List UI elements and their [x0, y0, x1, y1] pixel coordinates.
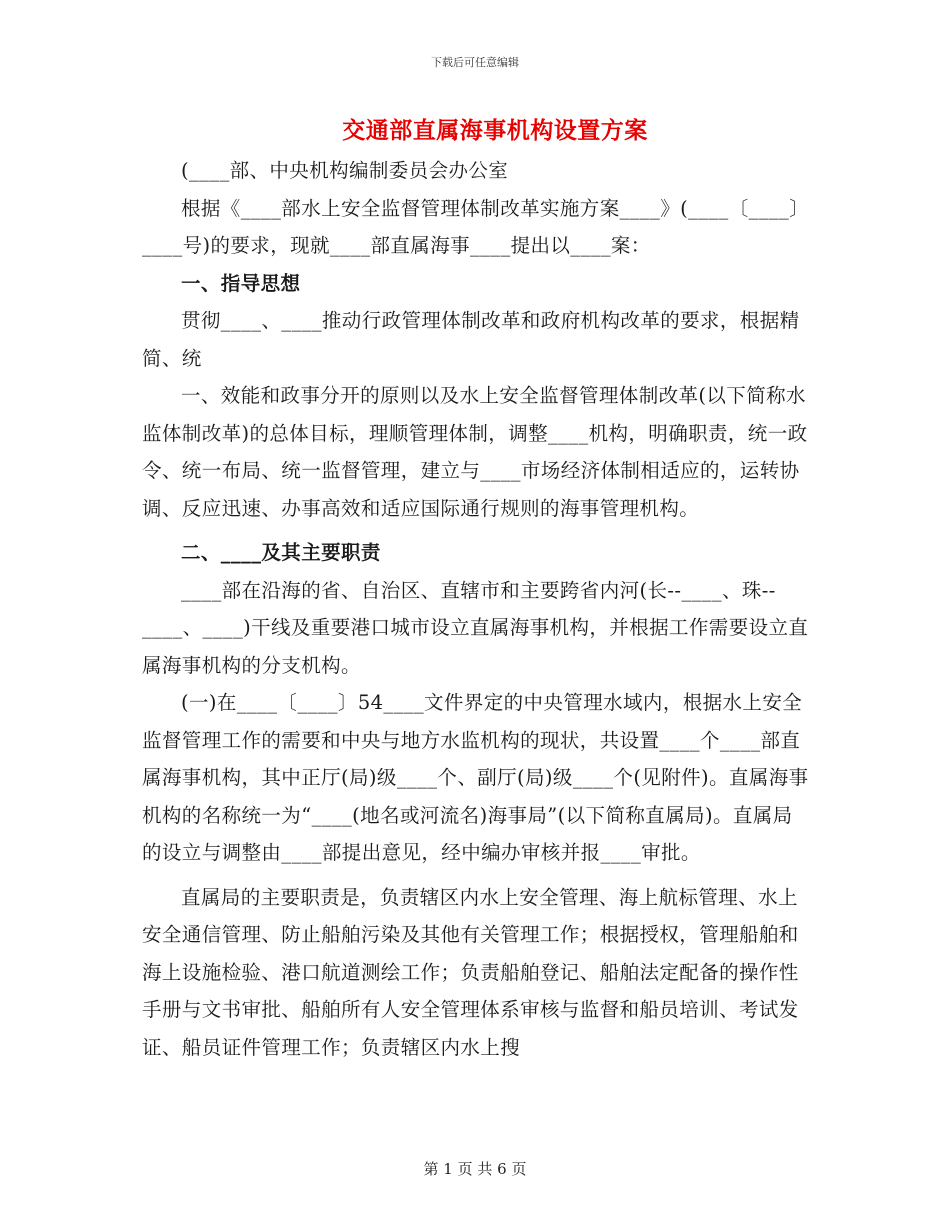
section-heading-duties: 二、____及其主要职责	[181, 541, 381, 564]
page-footer: 第 1 页 共 6 页	[423, 1160, 527, 1178]
section-heading-guiding-ideology: 一、指导思想	[181, 271, 301, 295]
paragraph-issuer: (____部、中央机构编制委员会办公室	[181, 159, 509, 182]
document-body	[142, 152, 810, 1066]
header-note: 下载后可任意编辑	[431, 56, 519, 69]
paragraph-duties-3: 直属局的主要职责是，负责辖区内水上安全管理、海上航标管理、水上安全通信管理、防止船舶污染及其他有关管理工作；根据授权，管理船舶和海上设施检验、港口航道测绘工作；负责船舶登记、船舶法定配备的操作性手册与文书审批、船舶所有人安全管理体系审核与监督和船员培训、考试发证、船员证件管理工作；负责辖区内水上搜	[142, 885, 799, 1059]
paragraph-duties-1: ____部在沿海的省、自治区、直辖市和主要跨省内河(长--____、珠--____、____)干线及重要港口城市设立直属海事机构，并根据工作需要设立直属海事机构的分支机构。	[142, 578, 809, 677]
paragraph-guiding-2: 一、效能和政事分开的原则以及水上安全监督管理体制改革(以下简称水监体制改革)的总体目标，理顺管理体制，调整____机构，明确职责，统一政令、统一布局、统一监督管理，建立与____市场经济体制相适应的，运转协调、反应迅速、办事高效和适应国际通行规则的海事管理机构。	[142, 384, 808, 520]
paragraph-basis: 根据《____部水上安全监督管理体制改革实施方案____》(____〔____〕____号)的要求，现就____部直属海事____提出以____案：	[142, 196, 810, 257]
document-title: 交通部直属海事机构设置方案	[342, 117, 648, 144]
paragraph-guiding-1: 贯彻____、____推动行政管理体制改革和政府机构改革的要求，根据精简、统	[142, 309, 800, 370]
paragraph-duties-2: (一)在____〔____〕54____文件界定的中央管理水域内，根据水上安全监督管理工作的需要和中央与地方水监机构的现状，共设置____个____部直属海事机构，其中正厅(局)级____个、副厅(局)级____个(见附件)。直属海事机构的名称统一为“____(地名或河流名)海事局”(以下简称直属局)。直属局的设立与调整由____部提出意见，经中编办审核并报____审批。	[142, 691, 809, 864]
